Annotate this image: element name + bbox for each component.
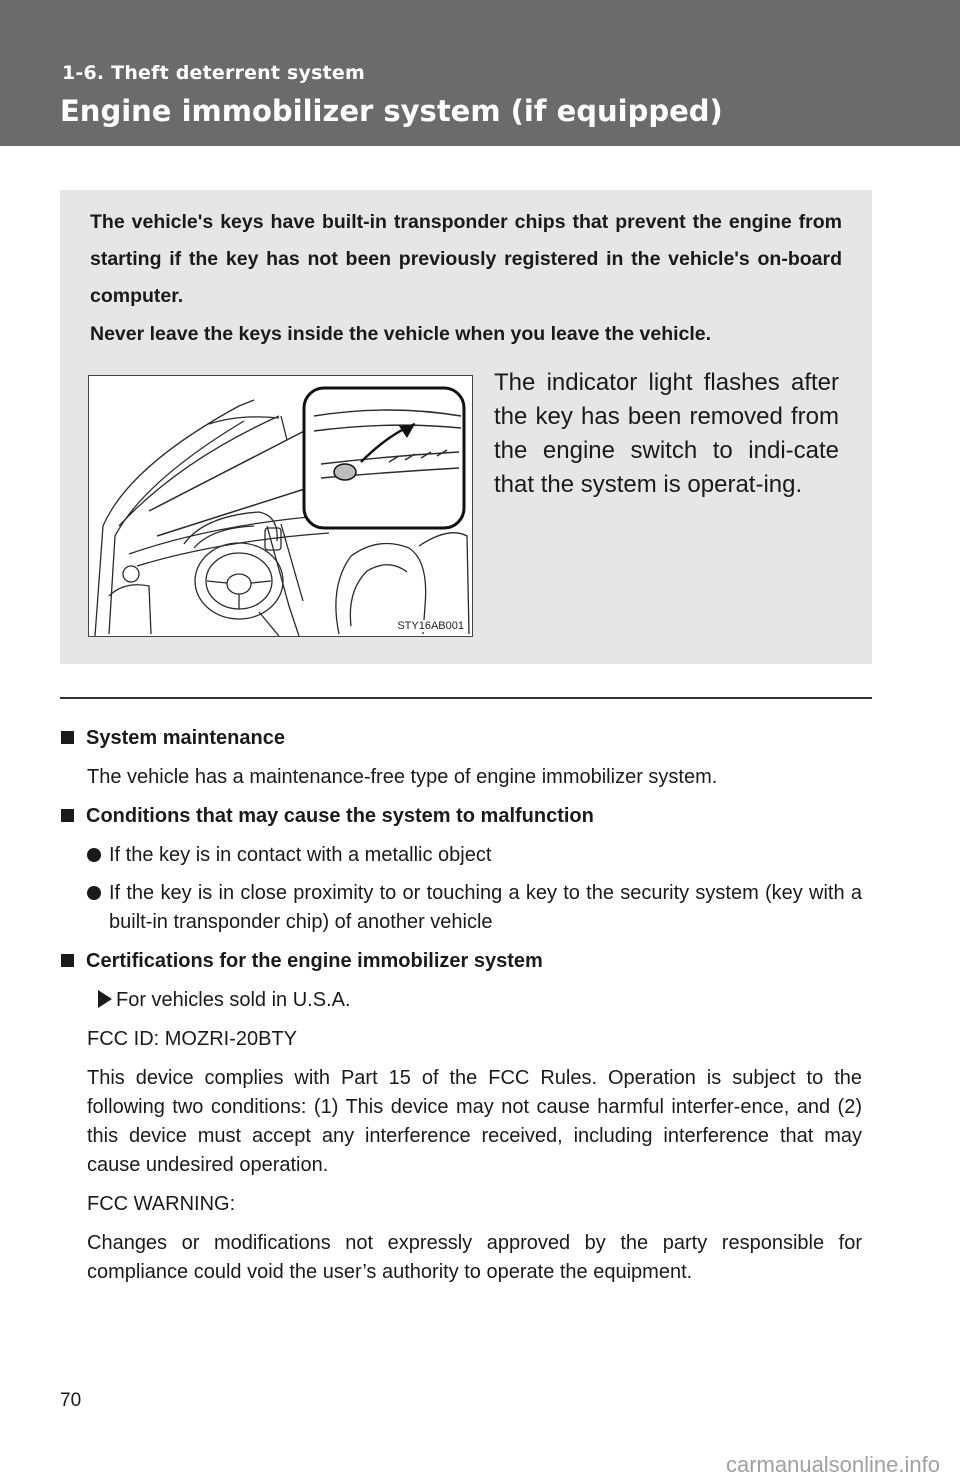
fcc-id: FCC ID: MOZRI-20BTY [87, 1028, 298, 1050]
dashboard-line-drawing [89, 376, 473, 637]
summary-box [60, 190, 872, 664]
malfunction-heading [60, 802, 872, 831]
square-bullet-icon [61, 731, 74, 744]
fcc-warning-label: FCC WARNING: [87, 1193, 236, 1215]
page-number: 70 [60, 1390, 82, 1411]
summary-paragraph-2: Never leave the keys inside the vehicle when you leave the vehicle. [90, 323, 712, 345]
section-divider [60, 697, 872, 699]
malfunction-heading-text: Conditions that may cause the system to malfunction [86, 805, 594, 827]
certifications-heading-text: Certifications for the engine immobilizer system [86, 950, 543, 972]
dashboard-illustration [88, 375, 473, 637]
summary-paragraph-1: The vehicle's keys have built-in transponder chips that prevent the engine from starting if the key has not been previously registered in the vehicle's on-board computer. [90, 211, 842, 307]
figure-caption: The indicator light flashes after the key has been removed from the engine switch to indi-cate that the system is operat-ing. [494, 369, 839, 498]
maintenance-text: The vehicle has a maintenance-free type of engine immobilizer system. [87, 766, 718, 788]
malfunction-bullet-2 [87, 879, 862, 937]
maintenance-heading-text: System maintenance [86, 727, 285, 749]
fcc-warning-text: Changes or modifications not expressly approved by the party responsible for compliance could void the user’s authority to operate the equipment. [87, 1232, 862, 1283]
malfunction-bullet-1-text: If the key is in contact with a metallic object [109, 844, 492, 866]
square-bullet-icon [61, 954, 74, 967]
page-header [0, 0, 960, 146]
square-bullet-icon [61, 809, 74, 822]
malfunction-bullet-1 [87, 841, 862, 870]
certifications-heading [60, 947, 872, 976]
right-triangle-icon [98, 990, 112, 1008]
malfunction-bullet-2-text: If the key is in close proximity to or touching a key to the security system (key with a built-in transponder chip) of another vehicle [109, 882, 862, 933]
watermark: carmanualsonline.info [725, 1452, 940, 1477]
round-bullet-icon [87, 886, 101, 900]
compliance-statement: This device complies with Part 15 of the FCC Rules. Operation is subject to the following two conditions: (1) This device may not cause harmful interfer-ence, and (2) this device must accept any interference received, including interference that may cause undesired operation. [87, 1067, 862, 1176]
section-label: 1-6. Theft deterrent system [62, 62, 365, 84]
page-title: Engine immobilizer system (if equipped) [60, 94, 723, 128]
region-note [94, 986, 869, 1015]
region-note-text: For vehicles sold in U.S.A. [116, 989, 351, 1011]
maintenance-heading [60, 724, 872, 753]
figure-code: STY16AB001 [397, 620, 464, 632]
round-bullet-icon [87, 848, 101, 862]
